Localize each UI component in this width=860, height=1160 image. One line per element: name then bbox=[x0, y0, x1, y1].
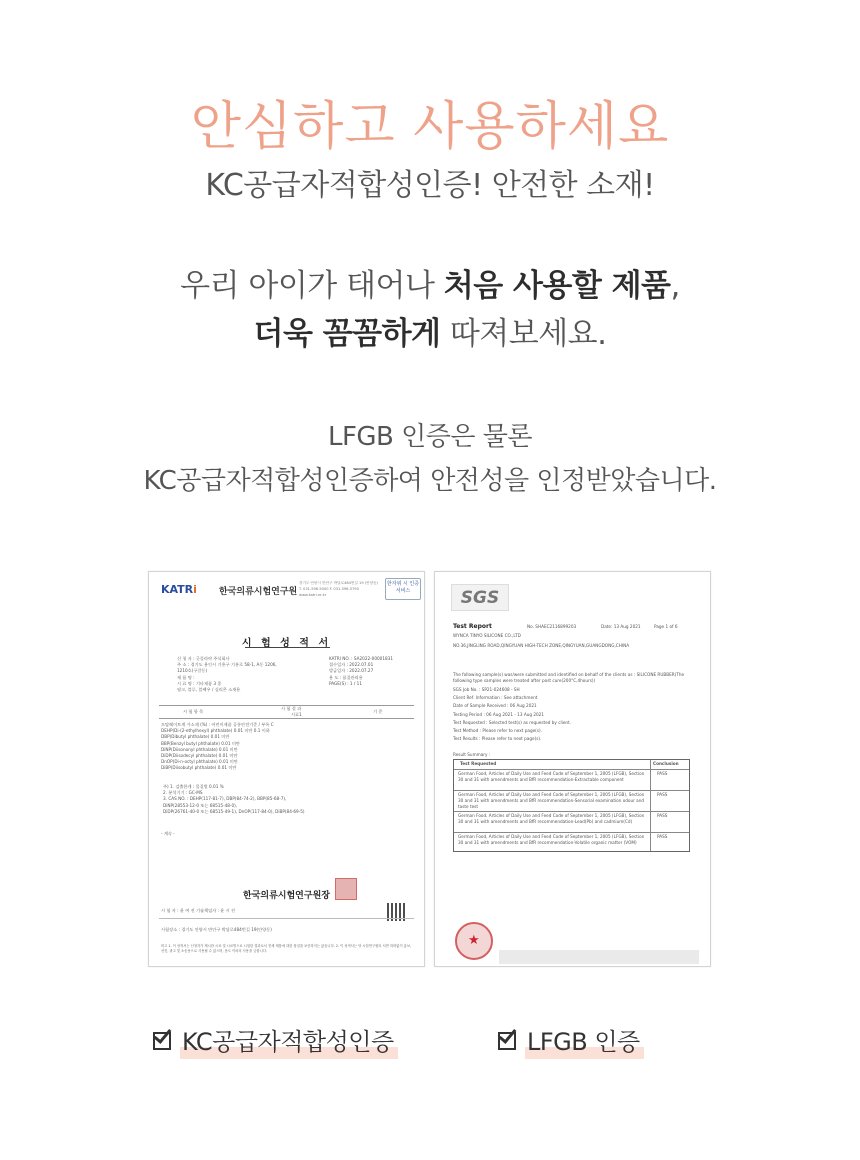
sgs-footer-bar bbox=[499, 950, 699, 964]
intro-line-1 bbox=[0, 262, 860, 310]
katri-continued: - 계속 - bbox=[161, 831, 175, 836]
katri-info-right-line: 접수일자 : 2022.07.01 bbox=[329, 662, 374, 668]
sgs-table-row bbox=[454, 790, 689, 810]
sgs-report-no: No. SHAEC2116899203 bbox=[527, 624, 577, 629]
sgs-col-conclusion: Conclusion bbox=[653, 761, 679, 766]
lfgb-certification-badge bbox=[497, 1021, 640, 1057]
sgs-table-row bbox=[454, 811, 689, 825]
katri-info-left bbox=[177, 656, 277, 693]
sgs-report-title: Test Report bbox=[453, 623, 492, 630]
sgs-field: Client Ref. Information : See attachment bbox=[453, 695, 538, 701]
intro-line-2 bbox=[0, 310, 860, 358]
katri-logo bbox=[161, 583, 197, 596]
katri-row: DnOP(Di-n-octyl phthalate) 0.01 미만 bbox=[161, 759, 238, 765]
katri-col-item: 시 험 항 목 bbox=[183, 709, 204, 714]
katri-info-right-line: 용 도 : 품질관리용 bbox=[329, 674, 363, 680]
katri-info-left-line: 핑크, 블루, 블랙우 / 실리콘 소재용 bbox=[177, 687, 241, 693]
katri-info-right-line: PAGE(S) : 1 / 11 bbox=[329, 680, 363, 686]
intro-line1-end: , bbox=[670, 268, 680, 304]
lfgb-badge-label bbox=[527, 1022, 640, 1057]
katri-logo-i: i bbox=[193, 583, 197, 596]
katri-note: DiNP(28553-12-0 또는 68515-48-0), bbox=[163, 802, 238, 808]
intro-line2-bold: 더욱 꼼꼼하게 bbox=[253, 316, 441, 352]
katri-divider bbox=[159, 918, 414, 919]
katri-info-left-line: 시 료 명 : 기타제품 3 종 bbox=[177, 680, 222, 686]
katri-info-right-line: 발급일자 : 2022.07.27 bbox=[329, 668, 374, 674]
sgs-result-summary: Result Summary : bbox=[453, 752, 491, 757]
kc-badge-text: KC공급자적합성인증 bbox=[182, 1027, 394, 1056]
katri-info-left-line: 주 소 : 경기도 용인시 기흥구 기흥로 58-1, A동 1206, bbox=[177, 662, 277, 668]
certification-paragraph bbox=[0, 415, 860, 503]
intro-line1-bold: 처음 사용할 제품 bbox=[443, 268, 671, 304]
kc-certification-badge bbox=[152, 1021, 394, 1057]
katri-info-left-line: 신 청 자 : 굿플라야 주식회사 bbox=[177, 656, 230, 661]
katri-logo-text: KATR bbox=[161, 583, 194, 596]
sgs-report-date: Date: 13 Aug 2021 bbox=[601, 624, 641, 629]
sgs-field: Test Method : Please refer to next page(s). bbox=[453, 728, 542, 734]
katri-col-sample: 시료1 bbox=[291, 712, 302, 717]
sgs-table-row bbox=[454, 769, 689, 783]
intro-line1-plain: 우리 아이가 태어나 bbox=[180, 268, 444, 304]
katri-info-right-line: KATRI NO. : SA2022-00001831 bbox=[329, 656, 393, 661]
katri-address: 경기도 안양시 만안구 박달로484번길 19 (안양동) T. 031-596-5000 F. 031-596-5790 www.katri.re.kr bbox=[299, 581, 378, 597]
katri-doc-title: 시 험 성 적 서 bbox=[241, 638, 332, 649]
sgs-test-report bbox=[434, 571, 711, 967]
sgs-company: WYNCA TINYO SILICONE CO.,LTD bbox=[453, 633, 521, 638]
sgs-row-test: German Food, Articles of Daily Use and Feed Code of September 1, 2005 (LFGB), Section 30 and 31 with amendments and BfR recommendation-Volatile organic matter (VOM) bbox=[458, 834, 645, 846]
katri-service-stamp: 한자위 시 인증서비스 bbox=[385, 578, 421, 600]
katri-note: 2. 분석기기 : GC-MS bbox=[163, 790, 203, 796]
katri-col-result: 시 험 결 과 bbox=[281, 706, 302, 711]
katri-test-certificate bbox=[148, 571, 425, 967]
katri-org-name: 한국의류시험연구원 bbox=[219, 587, 298, 597]
sgs-logo: SGS bbox=[451, 584, 509, 611]
sgs-field: Test Results : Please refer to next page(s). bbox=[453, 736, 542, 742]
katri-row: DBP(Dibutyl phthalate) 0.01 미만 bbox=[161, 734, 230, 740]
katri-table-header bbox=[159, 705, 414, 719]
intro-line2-plain: 따져보세요. bbox=[440, 316, 607, 352]
sgs-table-row bbox=[454, 832, 689, 846]
katri-info-left-line: 1210호(구갈동) bbox=[177, 668, 208, 674]
katri-signatories: 시 험 자 : 윤 여 진 기술책임자 : 윤 시 진 bbox=[161, 908, 236, 913]
sgs-row-result: PASS bbox=[657, 813, 668, 818]
page-headline: 안심하고 사용하세요 bbox=[190, 97, 670, 157]
katri-info-left-line: 제 품 명 : bbox=[177, 674, 195, 680]
katri-notes bbox=[163, 784, 305, 815]
sgs-row-test: German Food, Articles of Daily Use and Feed Code of September 1, 2005 (LFGB), Section 30 and 31 with amendments and BfR recommendation-Sensorial examination odour and taste test bbox=[458, 792, 645, 810]
katri-result-rows bbox=[161, 722, 274, 772]
katri-row: DiNP(Diisononyl phthalate) 0.01 미만 bbox=[161, 746, 238, 752]
sgs-table-divider bbox=[650, 760, 651, 851]
sgs-field: Date of Sample Received : 06 Aug 2021 bbox=[453, 703, 537, 709]
katri-test-location: 시험장소 : 경기도 안양시 만안구 박달로484번길 19(안양동) bbox=[161, 927, 272, 932]
sgs-field: Test Requested : Selected test(s) as requested by client. bbox=[453, 719, 572, 725]
katri-note: 주) 1. 검출한계 : 물질별 0.01 % bbox=[163, 784, 224, 789]
sgs-results-table bbox=[453, 759, 690, 852]
cert-line-2: KC공급자적합성인증하여 안전성을 인정받았습니다. bbox=[143, 466, 717, 496]
katri-row: DiDP(Diisodecyl phthalate) 0.01 미만 bbox=[161, 753, 238, 759]
sgs-address: NO.36,JINGLING ROAD,QINGYUAN HIGH-TECH ZONE,QINGYUAN,GUANGDONG,CHINA bbox=[453, 643, 630, 648]
sgs-field: SGS Job No. : SP21-024608 - SH bbox=[453, 687, 520, 692]
sgs-intro: The following sample(s) was/were submitted and identified on behalf of the clients as : SILICONE RUBBER(The following type samples were treated after post cure(200°C,4hours)) bbox=[453, 672, 685, 684]
checkbox-checked-icon bbox=[152, 1027, 176, 1051]
sgs-row-result: PASS bbox=[657, 792, 668, 797]
page-subhead: KC공급자적합성인증! 안전한 소재! bbox=[205, 168, 655, 203]
sgs-row-test: German Food, Articles of Daily Use and Feed Code of September 1, 2005 (LFGB), Section 30 and 31 with amendments and BfR recommendation-Lead(Pb) and cadmium(Cd) bbox=[458, 813, 645, 825]
checkbox-checked-icon bbox=[497, 1027, 521, 1051]
sgs-row-test: German Food, Articles of Daily Use and Feed Code of September 1, 2005 (LFGB), Section 30 and 31 with amendments and BfR recommendation-Extractable component bbox=[458, 771, 645, 783]
katri-note: DiDP(26761-40-0 또는 68515-49-1), DnOP(117-84-0), DiBP(84-69-5) bbox=[163, 808, 305, 814]
sgs-row-result: PASS bbox=[657, 834, 668, 839]
sgs-page-count: Page 1 of 6 bbox=[654, 624, 678, 629]
katri-note: 3. CAS NO. : DEHP(117-81-7), DBP(84-74-2), BBP(85-68-7), bbox=[163, 796, 287, 802]
katri-col-standard: 기 준 bbox=[373, 709, 383, 714]
katri-disclaimer: 비고 1. 이 성적서는 신청자가 제시한 시료 및 시료명으로 시험한 결과로서 전체 제품에 대한 품질을 보증하지는 않습니다. 2. 이 성적서는 당 시험연구원의 서면 허락없이 홍보, 선전, 광고 및 소송용으로 사용될 수 없으며, 용도 이외의 사용을 금합니다. bbox=[161, 944, 412, 953]
katri-title-underline bbox=[245, 647, 330, 648]
sgs-fields bbox=[453, 687, 571, 742]
cert-line-1: LFGB 인증은 물론 bbox=[327, 422, 533, 452]
katri-row: BBP(Benzyl butyl phthalate) 0.01 미만 bbox=[161, 740, 240, 746]
katri-info-right bbox=[329, 656, 393, 687]
katri-row: DEHP(Di-(2-ethylhexyl) phthalate) 0.01 미만 0.1 이하 bbox=[161, 728, 270, 734]
katri-issuer: 한국의류시험연구원장 bbox=[243, 891, 330, 901]
kc-badge-label bbox=[182, 1022, 394, 1057]
intro-paragraph bbox=[0, 262, 860, 358]
katri-row: 프탈레이트계 가소제 (%) : 어린이제품 공통안전기준 / 부록 C bbox=[161, 722, 274, 727]
katri-row: DiBP(Diisobutyl phthalate) 0.01 미만 bbox=[161, 765, 237, 771]
lfgb-badge-text: LFGB 인증 bbox=[527, 1027, 640, 1056]
sgs-col-test: Test Requested bbox=[460, 761, 497, 766]
sgs-field: Testing Period : 06 Aug 2021 - 13 Aug 2021 bbox=[453, 711, 545, 717]
sgs-official-seal bbox=[455, 922, 493, 960]
sgs-row-result: PASS bbox=[657, 771, 668, 776]
